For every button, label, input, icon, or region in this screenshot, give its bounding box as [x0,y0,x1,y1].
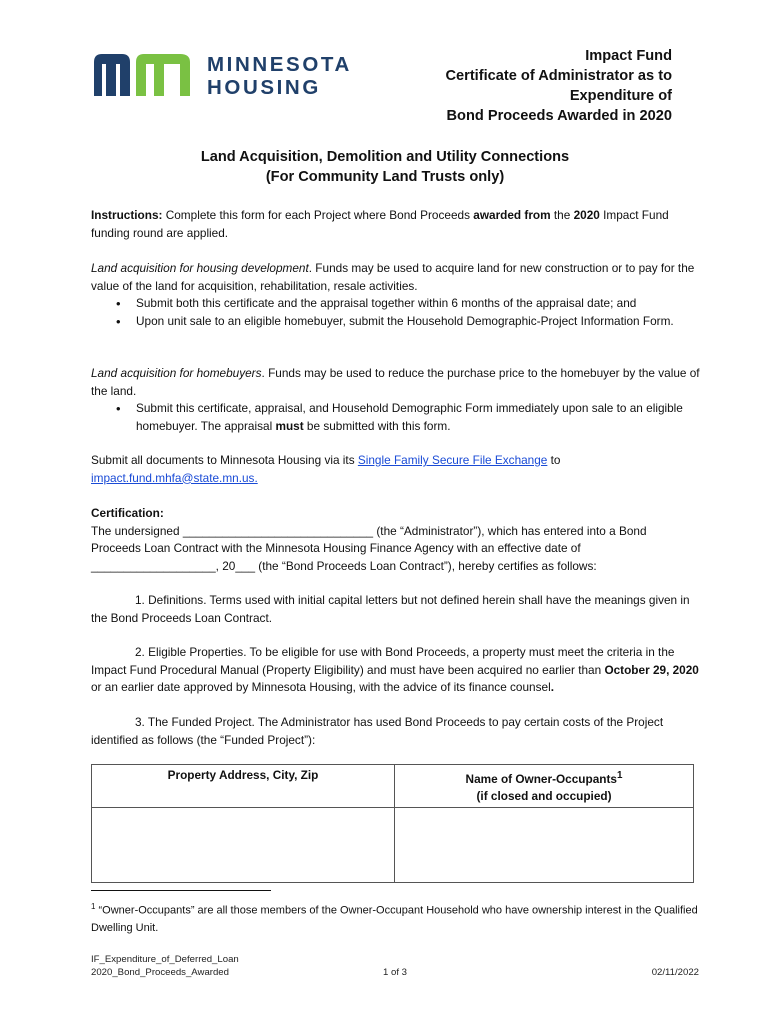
submit-text: to [547,453,561,467]
logo-wordmark [207,53,352,99]
footnote-text: “Owner-Occupants” are all those members of the Owner-Occupant Household who have ownership interest in the Qualified Dwelling Unit. [91,904,698,934]
owner-occupants-cell[interactable] [395,807,694,882]
funded-project-text: 3. The Funded Project. The Administrator has used Bond Proceeds to pay certain costs of the Project identified as follows (the “Funded Project”): [91,715,664,747]
instructions-paragraph [91,207,701,242]
instructions-text: Impact Fund funding round are applied. [91,208,669,240]
eligible-period: . [550,680,554,694]
footnote [91,898,701,937]
certification-label: Certification: [91,506,164,520]
land-dev-body: . Funds may be used to acquire land for new construction or to pay for the value of the land for acquisition, rehabilitation, resale activities. [91,261,695,293]
mn-logo-mark-icon [92,50,192,100]
section-heading [0,147,770,187]
land-dev-title: Land acquisition for housing development [91,261,309,275]
certification-line-3: ___________________, 20___ (the “Bond Proceeds Loan Contract”), hereby certifies as follows: [91,558,597,573]
impact-fund-email-link[interactable]: impact.fund.mhfa@state.mn.us. [91,470,258,485]
minnesota-housing-logo [92,50,392,102]
instructions-text: the [550,208,574,222]
eligible-text: or an earlier date approved by Minnesota Housing, with the advice of its finance counsel [91,680,551,694]
instructions-label: Instructions: [91,208,163,222]
footer-filename-line-1: IF_Expenditure_of_Deferred_Loan [91,954,239,965]
eligible-properties-item [91,644,701,697]
logo-line-2: HOUSING [207,76,321,99]
property-address-cell[interactable] [92,807,395,882]
certification-line-1: The undersigned _____________________________ (the “Administrator”), which has entered into a Bond [91,523,647,538]
footnote-mark: 1 [91,902,96,911]
eligible-date: October 29, 2020 [604,662,699,677]
land-buyers-section [91,365,701,435]
owner-occupants-note: (if closed and occupied) [476,788,612,803]
instructions-emphasis: awarded from [473,208,551,222]
footer-filename-line-2: 2020_Bond_Proceeds_Awarded [91,967,229,978]
col-owner-occupants-header [395,765,694,808]
submit-paragraph [91,452,701,487]
secure-file-exchange-link[interactable]: Single Family Secure File Exchange [357,453,548,467]
footnote-divider [91,890,271,891]
land-dev-bullets [91,295,701,330]
land-buyers-bullets [91,400,701,435]
funded-project-table [91,764,694,883]
definitions-item [91,592,701,627]
instructions-year: 2020 [573,208,600,222]
bullet-item [91,400,701,435]
section-heading-line-1: Land Acquisition, Demolition and Utility Connections [200,149,570,165]
doc-title-line-3: Expenditure of [569,88,672,104]
submit-text: Submit all documents to Minnesota Housing via its [91,453,358,467]
footer-page-number: 1 of 3 [382,967,407,978]
table-row [92,807,694,882]
section-heading-line-2: (For Community Land Trusts only) [265,169,505,185]
owner-occupants-label: Name of Owner-Occupants [465,771,617,786]
doc-title-line-1: Impact Fund [585,48,672,64]
bullet-emphasis: must [275,418,304,433]
document-title [445,46,672,126]
col-property-address-header: Property Address, City, Zip [92,765,395,808]
footnote-ref: 1 [616,770,623,781]
land-buyers-title: Land acquisition for homebuyers [91,366,262,380]
land-dev-section [91,260,701,330]
footer-date: 02/11/2022 [651,967,699,978]
doc-title-line-2: Certificate of Administrator as to [445,68,672,84]
table-header-row [92,765,694,808]
bullet-text: Submit this certificate, appraisal, and Household Demographic Form immediately upon sale to an eligible homebuyer. The appraisal [136,401,683,433]
bullet-text: be submitted with this form. [303,418,451,433]
instructions-text: Complete this form for each Project where Bond Proceeds [162,208,474,222]
funded-project-item [91,714,701,749]
land-buyers-body: . Funds may be used to reduce the purchase price to the homebuyer by the value of the land. [91,366,700,398]
eligible-text: 2. Eligible Properties. To be eligible for use with Bond Proceeds, a property must meet the criteria in the Impact Fund Procedural Manual (Property Eligibility) and must have been acquired no earlier than [91,645,675,677]
doc-title-line-4: Bond Proceeds Awarded in 2020 [446,108,672,124]
definitions-text: 1. Definitions. Terms used with initial capital letters but not defined herein shall have the meanings given in the Bond Proceeds Loan Contract. [91,593,690,625]
certification-section [91,505,701,575]
bullet-item: • Submit both this certificate and the appraisal together within 6 months of the appraisal date; and [91,295,701,313]
bullet-item: • Upon unit sale to an eligible homebuyer, submit the Household Demographic-Project Information Form. [91,313,701,331]
certification-line-2: Proceeds Loan Contract with the Minnesota Housing Finance Agency with an effective date of [91,541,581,555]
logo-line-1: MINNESOTA [207,53,352,76]
